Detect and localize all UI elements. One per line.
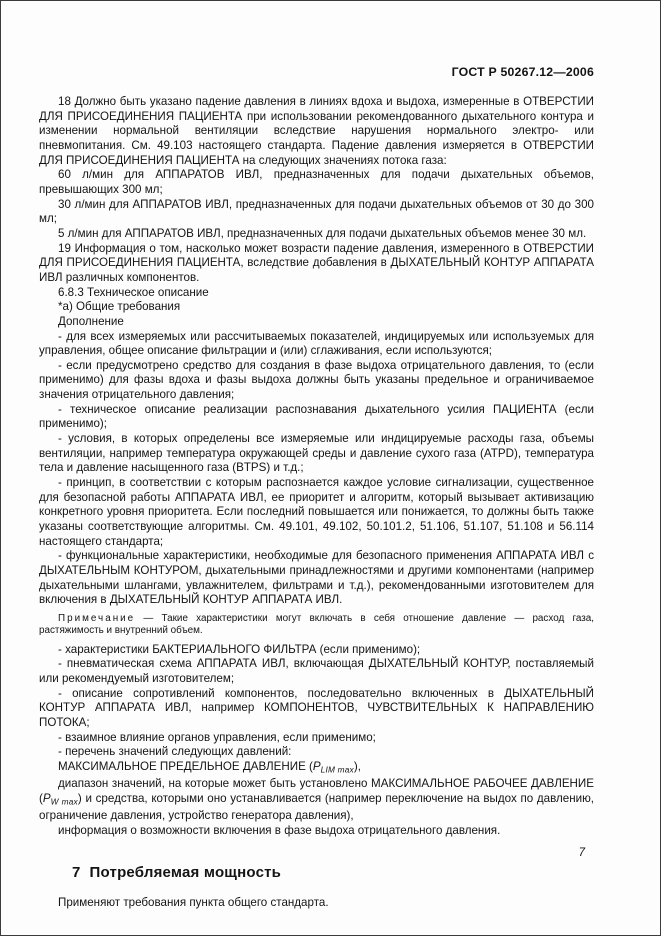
pressure-w-subscript: W max bbox=[50, 796, 78, 807]
section-number: 7 bbox=[72, 864, 81, 882]
section-7-heading bbox=[39, 864, 594, 881]
para-flow-5: 5 л/мин для АППАРАТОВ ИВЛ, предназначенных для подачи дыхательных объемов менее 30 мл. bbox=[58, 226, 587, 240]
para-flow-30: 30 л/мин для АППАРАТОВ ИВЛ, предназначенных для подачи дыхательных объемов от 30 до 300 мл; bbox=[39, 197, 594, 226]
list-item-alarm-principle: - принцип, в соответствии с которым распознается каждое условие сигнализации, существенное для безопасной работы АППАРАТА ИВЛ, ее приоритет и алгоритм, который вызывает активизацию конкретного уровня приоритета. Если последний повышается или понижается, то должны быть также указаны соответствующие алгоритмы. См. 49.101, 49.102, 50.101.2, 51.106, 51.107, 51.108 и 56.114 настоящего стандарта; bbox=[39, 476, 594, 548]
pressure-w-suffix: ) и средства, которыми оно устанавливается (например переключение на выдох по давлению, ограничение давления, устройство генератора давления), bbox=[39, 791, 595, 822]
list-item-measured-indicators: - для всех измеряемых или рассчитываемых показателей, индицируемых или используемых для управления, общее описание фильтрации и (или) сглаживания, если используются; bbox=[39, 329, 594, 358]
pressure-w-line bbox=[39, 777, 594, 823]
pressure-lim-prefix: МАКСИМАЛЬНОЕ ПРЕДЕЛЬНОЕ ДАВЛЕНИЕ ( bbox=[58, 760, 313, 774]
pressure-w-prefix: диапазон значений, на которые может быть установлено МАКСИМАЛЬНОЕ РАБОЧЕЕ ДАВЛЕНИЕ ( bbox=[39, 777, 594, 805]
clause-addition-label: Дополнение bbox=[58, 314, 124, 328]
pressure-lim-subscript: LIM max bbox=[320, 764, 354, 775]
list-item-gas-conditions: - условия, в которых определены все измеряемые или индицируемые расходы газа, объемы вентиляции, например температура окружающей среды и давление сухого газа (ATPD), температура тела и давление насыщенного газа (BTPS) и т.д.; bbox=[39, 432, 594, 475]
list-item-controls-interaction: - взаимное влияние органов управления, если применимо; bbox=[58, 730, 376, 744]
note-label: Примечание bbox=[58, 612, 136, 624]
page-number: 7 bbox=[578, 847, 585, 859]
note-paragraph bbox=[39, 613, 594, 638]
list-item-functional-characteristics: - функциональные характеристики, необходимые для безопасного применения АППАРАТА ИВЛ с ДЫХАТЕЛЬНЫМ КОНТУРОМ, дыхательными принадлежностями и другими компонентами (например дыхательными шлангами, увлажнителем, фильтрами и т.д.), рекомендованными изготовителем для включения в ДЫХАТЕЛЬНЫЙ КОНТУР АППАРАТА ИВЛ. bbox=[39, 549, 594, 607]
para-flow-60: 60 л/мин для АППАРАТОВ ИВЛ, предназначенных для подачи дыхательных объемов, превышающих 300 мл; bbox=[39, 168, 594, 196]
para-item-18: 18 Должно быть указано падение давления в линиях вдоха и выдоха, измеренные в ОТВЕРСТИИ ДЛЯ ПРИСОЕДИНЕНИЯ ПАЦИЕНТА при использовании рекомендованного дыхательного контура и изменении нормальной вентиляции вследствие нарушения нормального электро- или пневмопитания. См. 49.103 настоящего стандарта. Падение давления измеряется в ОТВЕРСТИИ ДЛЯ ПРИСОЕДИНЕНИЯ ПАЦИЕНТА на следующих значениях потока газа: bbox=[39, 95, 594, 167]
section-title: Потребляемая мощность bbox=[89, 864, 282, 882]
para-item-19: 19 Информация о том, насколько может возрасти падение давления, измеренного в ОТВЕРСТИИ ДЛЯ ПРИСОЕДИНЕНИЯ ПАЦИЕНТА, вследствие добавления в ДЫХАТЕЛЬНЫЙ КОНТУР АППАРАТА ИВЛ различных компонентов. bbox=[39, 241, 594, 284]
list-item-patient-effort: - техническое описание реализации распознавания дыхательного усилия ПАЦИЕНТА (если применимо); bbox=[39, 402, 594, 431]
pressure-lim-line bbox=[39, 760, 594, 777]
document-body bbox=[39, 95, 594, 911]
clause-683-title: 6.8.3 Техническое описание bbox=[58, 285, 209, 299]
list-item-negative-pressure-limits: - если предусмотрено средство для создания в фазе выдоха отрицательного давления, то (если применимо) для фазы вдоха и фазы выдоха должны быть указаны предельное и ограничиваемое значения отрицательного давления; bbox=[39, 358, 594, 402]
section-7-body: Применяют требования пункта общего стандарта. bbox=[58, 896, 329, 910]
standard-designation: ГОСТ Р 50267.12—2006 bbox=[451, 65, 594, 79]
pressure-symbol: P bbox=[42, 791, 51, 805]
para-negative-pressure-info: информация о возможности включения в фазе выдоха отрицательного давления. bbox=[58, 823, 501, 837]
pressure-lim-suffix: ), bbox=[353, 760, 361, 774]
note-text: — Такие характеристики могут включать в себя отношение давление — расход газа, растяжимость и внутренний объем. bbox=[39, 612, 594, 637]
list-item-bacterial-filter: - характеристики БАКТЕРИАЛЬНОГО ФИЛЬТРА (если применимо); bbox=[58, 642, 421, 656]
clause-general-requirements: *а) Общие требования bbox=[58, 300, 181, 314]
list-item-pressure-list: - перечень значений следующих давлений: bbox=[58, 745, 292, 759]
list-item-pneumatic-diagram: - пневматическая схема АППАРАТА ИВЛ, включающая ДЫХАТЕЛЬНЫЙ КОНТУР, поставляемый или рекомендуемый изготовителем; bbox=[39, 657, 594, 686]
pressure-symbol: P bbox=[312, 760, 321, 774]
list-item-component-resistance: - описание сопротивлений компонентов, последовательно включенных в ДЫХАТЕЛЬНЫЙ КОНТУР АППАРАТА ИВЛ, например КОМПОНЕНТОВ, ЧУВСТВИТЕЛЬНЫХ К НАПРАВЛЕНИЮ ПОТОКА; bbox=[39, 686, 594, 730]
